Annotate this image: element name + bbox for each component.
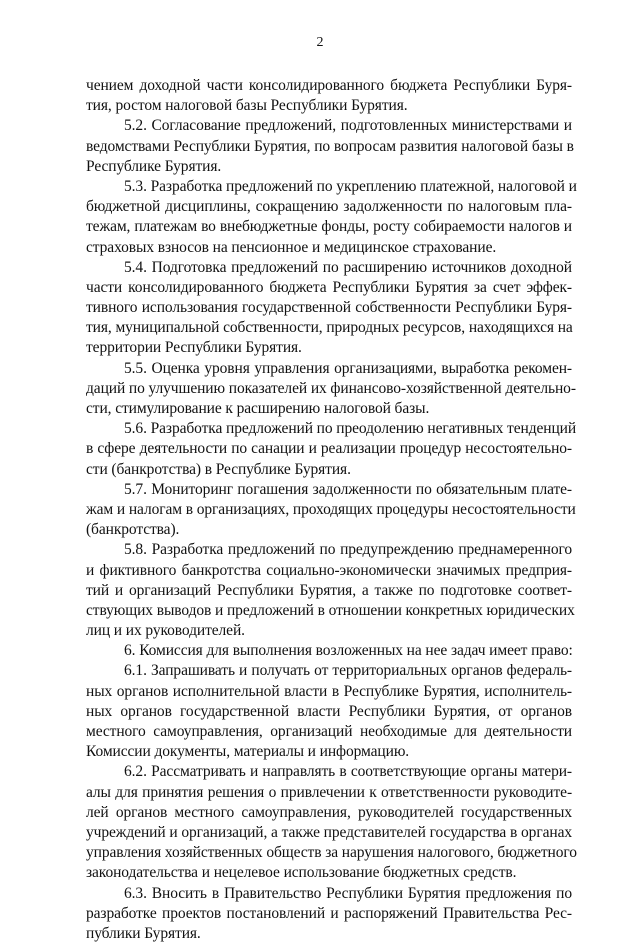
text-line: ных органов исполнительной власти в Республике Бурятия, исполнитель- [86,682,572,700]
text-line: 6.3. Вносить в Правительство Республики Бурятия предложения по [124,884,572,902]
text-line: 6. Комиссия для выполнения возложенных на нее задач имеет право: [124,642,573,660]
text-line: чением доходной части консолидированного бюджета Республики Буря- [86,77,572,94]
text-line: 5.2. Согласование предложений, подготовленных министерствами и [124,117,572,135]
text-line: Комиссии документы, материалы и информацию. [86,743,410,761]
text-line: тия, ростом налоговой базы Республики Бурятия. [86,97,408,115]
text-line: законодательства и нецелевое использование бюджетных средств. [86,864,517,882]
text-line: Республике Бурятия. [86,157,222,175]
text-line: учреждений и организаций, а также представителей государства в органах [86,823,572,841]
text-line: части консолидированного бюджета Республики Бурятия за счет эффек- [86,278,572,296]
text-line: даций по улучшению показателей их финансово-хозяйственной деятельно- [86,379,576,397]
text-line: тия, муниципальной собственности, природных ресурсов, находящихся на [86,319,573,337]
text-line: страховых взносов на пенсионное и медицинское страхование. [86,238,497,256]
text-line: ствующих выводов и предложений в отношении конкретных юридических [86,601,575,619]
document-body [86,76,577,944]
text-line: 5.3. Разработка предложений по укреплению платежной, налоговой и [124,177,577,195]
text-line: территории Республики Бурятия. [86,339,302,357]
text-line: 6.2. Рассматривать и направлять в соответствующие органы матери- [124,763,572,781]
text-line: 5.5. Оценка уровня управления организациями, выработка рекомен- [124,359,572,377]
text-line: управления хозяйственных обществ за нарушения налогового, бюджетного [86,844,577,862]
text-line: тивного использования государственной собственности Республики Буря- [86,299,572,317]
text-line: сти (банкротства) в Республике Бурятия. [86,460,351,478]
text-line: местного самоуправления, организаций необходимые для деятельности [86,723,572,740]
text-line: сти, стимулирование к расширению налоговой базы. [86,400,430,417]
text-line: ных органов государственной власти Республики Бурятия, от органов [86,702,572,720]
text-line: лиц и их руководителей. [86,622,245,640]
text-line: 6.1. Запрашивать и получать от территориальных органов федераль- [124,662,572,680]
text-line: (банкротства). [86,521,180,539]
text-line: тий и организаций Республики Бурятия, а также по подготовке соответ- [86,581,572,599]
text-line: 5.4. Подготовка предложений по расширению источников доходной [124,258,572,276]
text-line: 5.6. Разработка предложений по преодолению негативных тенденций [124,420,577,438]
text-line: тежам, платежам во внебюджетные фонды, росту собираемости налогов и [86,218,572,236]
text-line: лей органов местного самоуправления, руководителей государственных [86,803,572,821]
text-line: разработке проектов постановлений и распоряжений Правительства Рес- [86,904,572,922]
text-line: и фиктивного банкротства социально-экономически значимых предприя- [86,561,572,579]
text-line: 5.8. Разработка предложений по предупреждению преднамеренного [124,541,572,559]
text-line: жам и налогам в организациях, проходящих процедуры несостоятельности [86,500,576,518]
text-line: публики Бурятия. [86,924,201,942]
text-line: алы для принятия решения о привлечении к ответственности руководите- [86,783,572,801]
text-line: ведомствами Республики Бурятия, по вопросам развития налоговой базы в [86,137,574,155]
text-line: бюджетной дисциплины, сокращению задолженности по налоговым пла- [86,198,572,216]
text-line: в сфере деятельности по санации и реализации процедур несостоятельно- [86,440,572,458]
text-line: 5.7. Мониторинг погашения задолженности по обязательным плате- [124,480,572,498]
page-number: 2 [316,35,324,50]
